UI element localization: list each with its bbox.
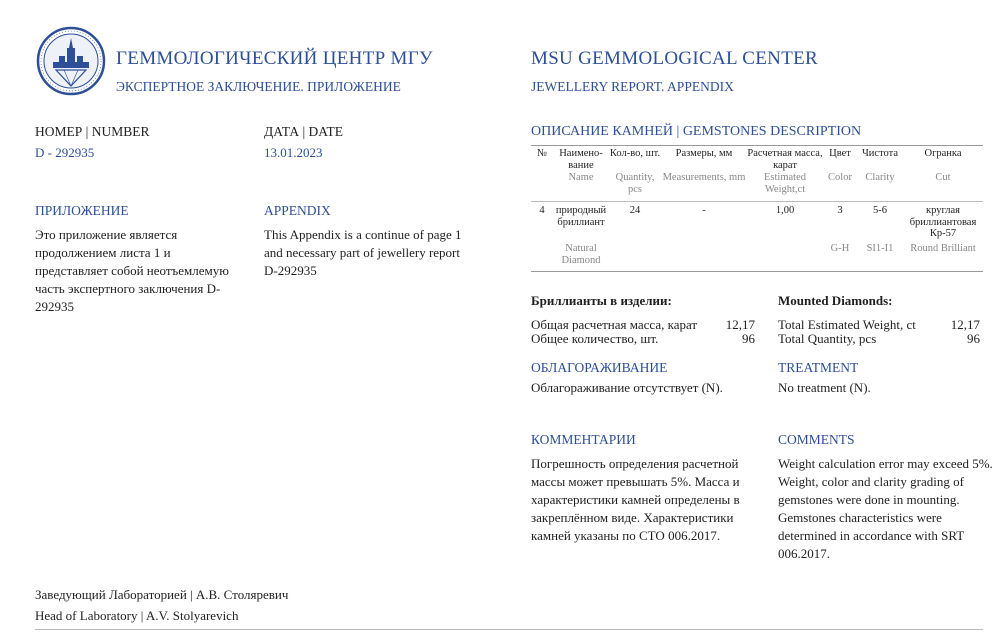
col-no-en [531,172,553,196]
col-cut: Огранка [924,148,962,159]
cell-clarity-en: SI1-I1 [866,243,894,254]
col-color: Цвет [829,148,851,159]
total-qty-label-ru: Общее количество, шт. [531,331,659,346]
total-weight-value-ru: 12,17 [725,317,755,332]
cell-clarity: 5-6 [873,205,887,216]
total-weight-label-ru: Общая расчетная масса, карат [531,317,698,332]
col-weight: Расчетная масса, карат [747,148,823,171]
cell-color: 3 [837,205,843,216]
title-ru: ГЕММОЛОГИЧЕСКИЙ ЦЕНТР МГУ [116,48,433,69]
subtitle-ru: ЭКСПЕРТНОЕ ЗАКЛЮЧЕНИЕ. ПРИЛОЖЕНИЕ [116,79,401,94]
cell-weight: 1,00 [775,205,795,216]
subtitle-en: JEWELLERY REPORT. APPENDIX [531,79,734,94]
table-header-ru [531,148,983,172]
col-name: Наимено-вание [559,148,603,171]
cell-color-en: G-H [830,243,850,254]
comments-text-ru: Погрешность определения расчетной массы может превышать 5%. Масса и характеристики камней определены в закреплённом виде. Характеристики камней указаны по СТО 006.2017. [531,456,740,543]
cell-qty: 24 [629,205,641,216]
col-no: № [536,148,548,159]
appendix-heading-ru: ПРИЛОЖЕНИЕ [35,203,129,218]
treatment-heading-en: TREATMENT [778,360,859,375]
col-color-en: Color [828,172,852,183]
col-qty-en: Quantity, pcs [615,172,655,195]
signature-ru: Заведующий Лабораторией | А.В. Столяревич [35,587,289,602]
total-qty-value-ru: 96 [742,331,755,346]
signature-en: Head of Laboratory | A.V. Stolyarevich [35,608,239,623]
total-weight-value-en: 12,17 [950,317,980,332]
cell-size: - [702,205,706,216]
mounted-heading-en: Mounted Diamonds: [778,293,893,308]
appendix-text-en: This Appendix is a continue of page 1 and necessary part of jewellery report D-292935 [264,227,462,278]
cell-cut: круглая бриллиантовая Кр-57 [909,205,977,239]
treatment-heading-ru: ОБЛАГОРАЖИВАНИЕ [531,360,668,375]
total-qty-value-en: 96 [967,331,980,346]
cell-no: 4 [539,205,545,216]
table-header-rule [531,201,983,202]
col-qty: Кол-во, шт. [609,148,661,159]
col-name-en: Name [568,172,594,183]
date-label: ДАТА | DATE [264,124,344,139]
treatment-text-en: No treatment (N). [778,380,871,395]
appendix-text-ru: Это приложение является продолжением листа 1 и представляет собой неотъемлемую часть экспертного заключения D-292935 [35,227,229,314]
table-top-rule [531,145,983,146]
treatment-text-ru: Облагораживание отсутствует (N). [531,380,723,395]
msu-logo-icon [36,26,106,96]
mounted-summary-en [778,318,980,346]
table-bottom-rule [531,271,983,272]
title-en: MSU GEMMOLOGICAL CENTER [531,48,818,69]
total-qty-label-en: Total Quantity, pcs [778,331,877,346]
cell-name-en: Natural Diamond [561,243,601,266]
footer-rule [35,629,983,630]
appendix-heading-en: APPENDIX [264,203,331,218]
col-cut-en: Cut [935,172,951,183]
mounted-heading-ru: Бриллианты в изделии: [531,293,672,308]
table-header-en [531,172,983,196]
comments-heading-en: COMMENTS [778,432,855,447]
col-size-en: Measurements, mm [662,172,746,183]
cell-name: природный бриллиант [555,205,607,228]
col-size: Размеры, мм [675,148,733,159]
col-weight-en: Estimated Weight,ct [764,172,806,195]
gemstones-table [531,148,983,196]
gemstones-heading: ОПИСАНИЕ КАМНЕЙ | GEMSTONES DESCRIPTION [531,124,862,139]
date-value: 13.01.2023 [264,145,323,160]
mounted-summary-ru [531,318,755,346]
cell-cut-en: Round Brilliant [910,243,976,254]
comments-heading-ru: КОММЕНТАРИИ [531,432,636,447]
number-label: НОМЕР | NUMBER [35,124,150,139]
comments-text-en: Weight calculation error may exceed 5%. Weight, color and clarity grading of gemstones were done in mounting. Gemstones characteristics were determined in accordance with SRT 006.2017. [778,456,993,561]
total-weight-label-en: Total Estimated Weight, ct [778,317,916,332]
number-value: D - 292935 [35,145,95,160]
col-clarity-en: Clarity [865,172,895,183]
col-clarity: Чистота [861,148,899,159]
table-row [531,205,983,266]
